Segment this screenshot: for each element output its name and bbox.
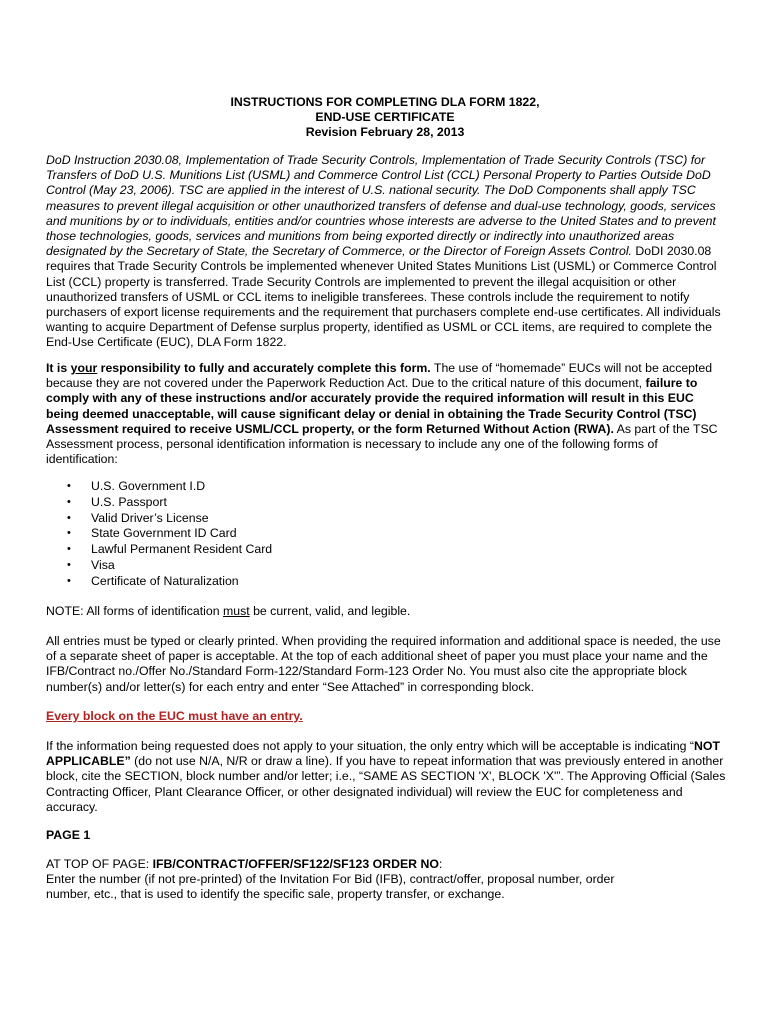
not-applicable-bold: NOT APPLICABLE” — [46, 739, 720, 769]
responsibility-bold-c: failure to comply with any of these instructions and/or accurately provide the required information will result in this EUC being deemed unacceptable, will cause significant delay or denial in obtaining the Trade Security Control (TSC) Assessment required to receive USML/CCL property, or the form Returned Without Action (RWA). — [46, 376, 698, 436]
intro-paragraph — [46, 153, 726, 351]
intro-plain-text: DoDI 2030.08 requires that Trade Security Controls be implemented whenever United States Munitions List (USML) or Commerce Control List (CCL) property is transferred. Trade Security Controls are implemented to prevent the illegal acquisition or other unauthorized transfers of USML or CCL items to ineligible transferees. These controls include the requirement to notify purchasers of export license requirements and the requirement that purchasers complete end-use certificates. All individuals wanting to acquire Department of Defense surplus property, identified as USML or CCL items, are required to complete the End-Use Certificate (EUC), DLA Form 1822. — [46, 244, 721, 350]
list-item — [46, 511, 272, 527]
responsibility-underlined: your — [70, 361, 98, 375]
responsibility-bold-b: responsibility to fully and accurately complete this form. — [97, 361, 431, 375]
page-1-heading: PAGE 1 — [46, 828, 91, 842]
bullet-icon: • — [67, 495, 71, 508]
list-item — [46, 542, 272, 558]
bullet-icon: • — [67, 527, 71, 540]
responsibility-plain-a: The use of “homemade” EUCs will not be accepted because they are not covered under the Paperwork Reduction Act. Due to the critical nature of this document, — [46, 361, 713, 391]
note-prefix: NOTE: All forms of identification — [46, 604, 224, 618]
every-block-notice: Every block on the EUC must have an entry. — [46, 709, 303, 723]
responsibility-plain-b: As part of the TSC Assessment process, personal identification information is necessary to include any one of the following forms of identification: — [46, 421, 718, 467]
document-title-line-1: INSTRUCTIONS FOR COMPLETING DLA FORM 1822, — [230, 95, 540, 109]
bullet-icon: • — [67, 543, 71, 556]
order-number-instructions: Enter the number (if not pre-printed) of the Invitation For Bid (IFB), contract/offer, proposal number, order number, etc., that is used to identify the specific sale, property transfer, or exchange. — [46, 872, 615, 902]
top-of-page-prefix: AT TOP OF PAGE: — [46, 857, 153, 871]
list-item-label: Certificate of Naturalization — [91, 573, 239, 588]
list-item-label: Lawful Permanent Resident Card — [91, 542, 273, 557]
note-suffix: be current, valid, and legible. — [249, 604, 411, 618]
top-of-page-colon: : — [438, 857, 443, 871]
list-item-label: U.S. Passport — [91, 494, 167, 509]
bullet-icon: • — [67, 574, 71, 587]
document-title-line-2: END-USE CERTIFICATE — [315, 110, 455, 124]
bullet-icon: • — [67, 511, 71, 524]
list-item-label: Visa — [91, 557, 115, 572]
identification-note — [46, 604, 726, 619]
top-of-page-line — [46, 857, 726, 872]
entries-paragraph: All entries must be typed or clearly printed. When providing the required information and additional space is needed, the use of a separate sheet of paper is acceptable. At the top of each additional sheet of paper you must place your name and the IFB/Contract no./Offer No./Standard Form-122/Standard Form-123 Order No. You must also cite the appropriate block number(s) and/or letter(s) for each entry and enter “See Attached” in corresponding block. — [46, 634, 721, 694]
bullet-icon: • — [67, 558, 71, 571]
intro-italic-text: DoD Instruction 2030.08, Implementation of Trade Security Controls, Implementation of Trade Security Controls (TSC) for Transfers of DoD U.S. Munitions List (USML) and Commerce Control List (CCL) Personal Property to Parties Outside DoD Control (May 23, 2006). TSC are applied in the interest of U.S. national security. The DoD Components shall apply TSC measures to prevent illegal acquisition or other unauthorized transfers of defense and dual-use technology, goods, services and munitions by or to individuals, entities and/or countries whose interests are adverse to the United States and to prevent those technologies, goods, services and munitions from being exported directly or indirectly into unauthorized areas designated by the Secretary of State, the Secretary of Commerce, or the Director of Foreign Assets Control. — [46, 153, 716, 259]
responsibility-bold-a: It is — [46, 361, 71, 375]
note-underlined: must — [223, 604, 250, 618]
list-item-label: U.S. Government I.D — [91, 479, 206, 493]
list-item — [46, 479, 272, 495]
top-of-page-field: IFB/CONTRACT/OFFER/SF122/SF123 ORDER NO — [152, 857, 439, 871]
not-applicable-plain-b: (do not use N/A, N/R or draw a line). If you have to repeat information that was previously entered in another block, cite the SECTION, block number and/or letter; i.e., “SAME AS SECTION 'X', BLOCK 'X'”. The Approving Official (Sales Contracting Officer, Plant Clearance Officer, or other designated individual) will review the EUC for completeness and accuracy. — [46, 754, 726, 814]
list-item — [46, 574, 272, 590]
responsibility-paragraph — [46, 361, 726, 467]
list-item-label: State Government ID Card — [91, 526, 237, 541]
list-item — [46, 558, 272, 574]
list-item — [46, 526, 272, 542]
document-revision-date: Revision February 28, 2013 — [305, 125, 465, 139]
bullet-icon: • — [67, 480, 71, 492]
not-applicable-paragraph — [46, 739, 726, 815]
identification-list — [46, 479, 272, 590]
list-item-label: Valid Driver’s License — [91, 510, 209, 525]
list-item — [46, 495, 272, 511]
not-applicable-plain-a: If the information being requested does not apply to your situation, the only entry which will be acceptable is indicating “ — [46, 739, 695, 753]
